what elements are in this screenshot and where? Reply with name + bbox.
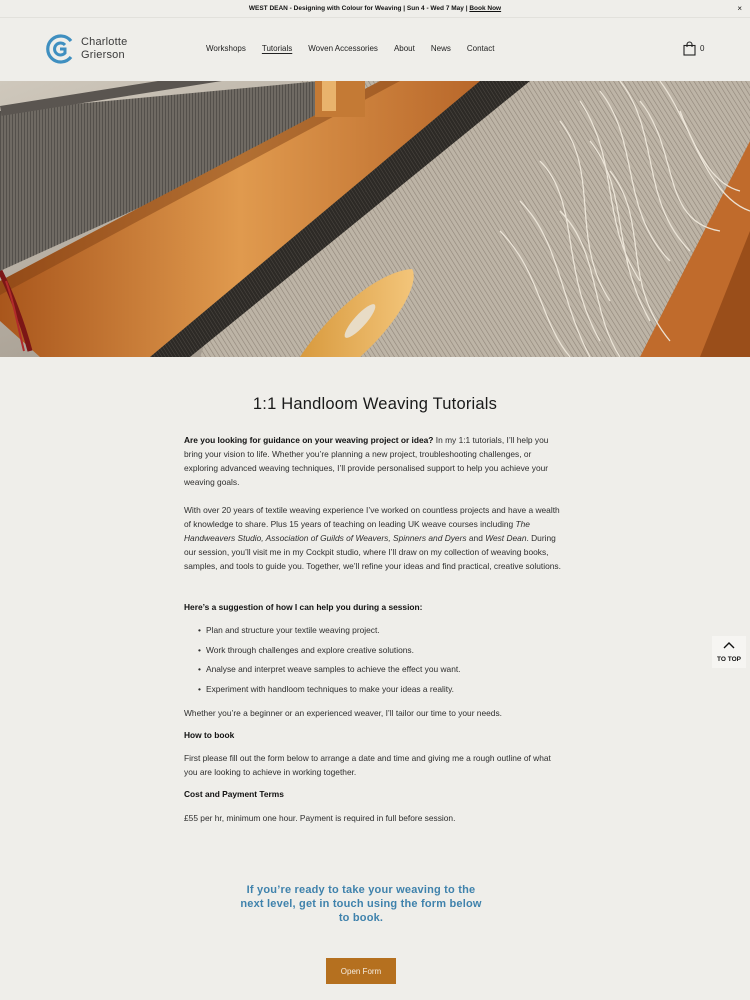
nav-tutorials[interactable]: Tutorials (261, 44, 293, 53)
experience-italic-2: West Dean (485, 533, 527, 543)
cost-text: £55 per hr, minimum one hour. Payment is required in full before session. (184, 813, 456, 823)
book-now-link[interactable]: Book Now (469, 5, 502, 12)
list-item: • Analyse and interpret weave samples to achieve the effect you want. (198, 663, 568, 683)
intro-bold: Are you looking for guidance on your weaving project or idea? (184, 435, 434, 445)
list-item: • Experiment with handloom techniques to make your ideas a reality. (198, 683, 568, 703)
nav-woven-accessories[interactable]: Woven Accessories (308, 44, 378, 53)
experience-text-2: and (466, 533, 486, 543)
nav-contact[interactable]: Contact (466, 44, 495, 53)
suggestion-list (198, 624, 568, 702)
how-to-book-heading: How to book (184, 730, 235, 740)
intro-paragraph (184, 433, 566, 489)
announcement-text: WEST DEAN - Designing with Colour for Weaving | Sun 4 - Wed 7 May | (248, 5, 470, 12)
chevron-up-icon (723, 641, 735, 649)
brand-line-2: Grierson (81, 49, 125, 61)
nav-workshops[interactable]: Workshops (206, 44, 246, 53)
site-header (0, 19, 750, 81)
cart-count: 0 (700, 44, 705, 53)
suggestion-heading: Here’s a suggestion of how I can help you during a session: (184, 602, 423, 612)
loom-photo-icon (0, 81, 750, 357)
nav-about[interactable]: About (393, 44, 415, 53)
list-item: • Plan and structure your textile weaving project. (198, 624, 568, 644)
how-to-book-text: First please fill out the form below to arrange a date and time and giving me a rough outline of what you are looking to achieve in working together. (184, 753, 551, 777)
hero-loom-image (0, 81, 750, 357)
page-title: 1:1 Handloom Weaving Tutorials (252, 395, 498, 413)
open-form-button[interactable]: Open Form (326, 958, 396, 984)
close-announcement-icon[interactable]: × (737, 4, 742, 13)
brand-logo[interactable] (44, 33, 154, 67)
announcement-bar (0, 0, 750, 18)
tailor-paragraph: Whether you’re a beginner or an experienced weaver, I’ll tailor our time to your needs. (184, 708, 502, 718)
to-top-label: TO TOP (717, 656, 741, 663)
cart-button[interactable] (683, 41, 704, 56)
intro-text: In my 1:1 tutorials, I’ll help you bring your vision to life. Whether you’re planning a new project, troubleshooting challenges, or exploring advanced weaving techniques, I’ll provide personalised support to help you achieve your weaving goals. (184, 435, 549, 487)
experience-text-3: . During our session, you’ll visit me in my Cockpit studio, where I’ll draw on my collection of weaving books, samples, and tools to guide you. Together, we’ll refine your ideas and find practical, creative solutions. (184, 533, 561, 571)
experience-text-1: With over 20 years of textile weaving experience I’ve worked on countless projects and have a wealth of knowledge to share. Plus 15 years of teaching on leading UK weave courses including (184, 505, 560, 529)
shopping-bag-icon (683, 41, 696, 56)
experience-italic-1: The Handweavers Studio, Association of Guilds of Weavers, Spinners and Dyers (184, 519, 530, 543)
nav-news[interactable]: News (430, 44, 451, 53)
experience-paragraph (184, 503, 566, 573)
cost-heading: Cost and Payment Terms (184, 789, 284, 799)
main-nav (206, 44, 510, 53)
to-top-button[interactable] (712, 636, 746, 668)
cta-text: If you’re ready to take your weaving to the next level, get in touch using the form below to book. (240, 884, 482, 924)
cg-monogram-icon (44, 33, 76, 65)
list-item: • Work through challenges and explore creative solutions. (198, 644, 568, 664)
brand-line-1: Charlotte (81, 36, 128, 48)
brand-name (81, 36, 127, 62)
